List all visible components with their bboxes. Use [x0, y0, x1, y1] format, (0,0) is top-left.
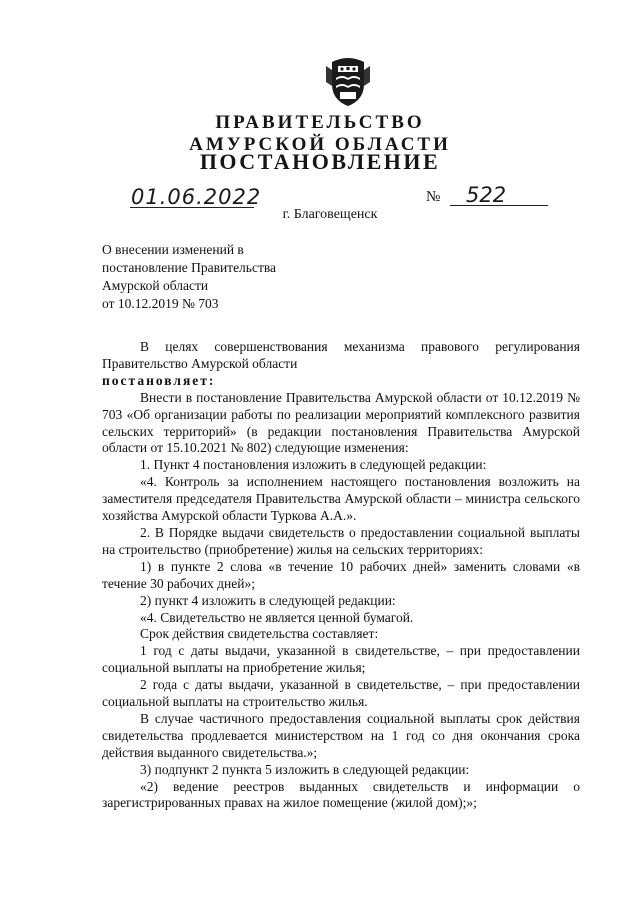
document-body: [102, 339, 580, 812]
document-date: 01.06.2022: [131, 185, 262, 209]
org-name-line2: АМУРСКОЙ ОБЛАСТИ: [189, 134, 451, 155]
body-paragraph: 3) подпункт 2 пункта 5 изложить в следующей редакции:: [140, 761, 470, 777]
body-paragraph: «4. Контроль за исполнением настоящего постановления возложить на заместителя председателя Правительства Амурской области – министра сельского хозяйства Амурской области Туркова А.А.».: [102, 474, 580, 524]
subject-line: постановление Правительства: [102, 260, 277, 275]
subject-line: от 10.12.2019 № 703: [102, 296, 219, 311]
body-paragraph: 1 год с даты выдачи, указанной в свидетельстве, – при предоставлении социальной выплаты на приобретение жилья;: [102, 643, 580, 676]
body-paragraph: 2) пункт 4 изложить в следующей редакции:: [140, 592, 396, 608]
body-paragraph: «2) ведение реестров выданных свидетельств и информации о зарегистрированных правах на жилое помещение (жилой дом);»;: [102, 778, 580, 811]
body-paragraph: 2 года с даты выдачи, указанной в свидетельстве, – при предоставлении социальной выплаты на строительство жилья.: [102, 677, 580, 710]
decree-word: постановляет:: [102, 372, 216, 388]
subject-line: О внесении изменений в: [102, 242, 244, 257]
subject-line: Амурской области: [102, 278, 209, 293]
preamble-paragraph: В целях совершенствования механизма правового регулирования Правительство Амурской области: [102, 339, 580, 371]
document-number: 522: [466, 183, 507, 207]
body-paragraph: 2. В Порядке выдачи свидетельств о предоставлении социальной выплаты на строительство (приобретение) жилья на сельских территориях:: [102, 524, 580, 557]
body-paragraph: 1. Пункт 4 постановления изложить в следующей редакции:: [140, 457, 487, 473]
body-paragraph: 1) в пункте 2 слова «в течение 10 рабочих дней» заменить словами «в течение 30 рабочих дней»;: [102, 558, 580, 591]
body-paragraph: Внести в постановление Правительства Амурской области от 10.12.2019 № 703 «Об организации работы по реализации мероприятий комплексного развития сельских территорий» (в редакции постановления Правительства Амурской области от 15.10.2021 № 802) следующие изменения:: [102, 389, 580, 456]
number-sign: №: [426, 189, 441, 205]
city-name: г. Благовещенск: [282, 207, 378, 222]
body-paragraph: «4. Свидетельство не является ценной бумагой.: [140, 609, 414, 625]
body-paragraph: В случае частичного предоставления социальной выплаты срок действия свидетельства продлевается министерством на 1 год со дня окончания срока действия выданного свидетельства.»;: [102, 710, 580, 760]
org-name-line1: ПРАВИТЕЛЬСТВО: [215, 112, 425, 133]
coat-of-arms-icon: [324, 56, 372, 108]
body-paragraph: Срок действия свидетельства составляет:: [140, 626, 379, 642]
number-underline: [450, 205, 548, 206]
document-subject: [102, 241, 276, 313]
document-type-title: ПОСТАНОВЛЕНИЕ: [199, 149, 441, 174]
